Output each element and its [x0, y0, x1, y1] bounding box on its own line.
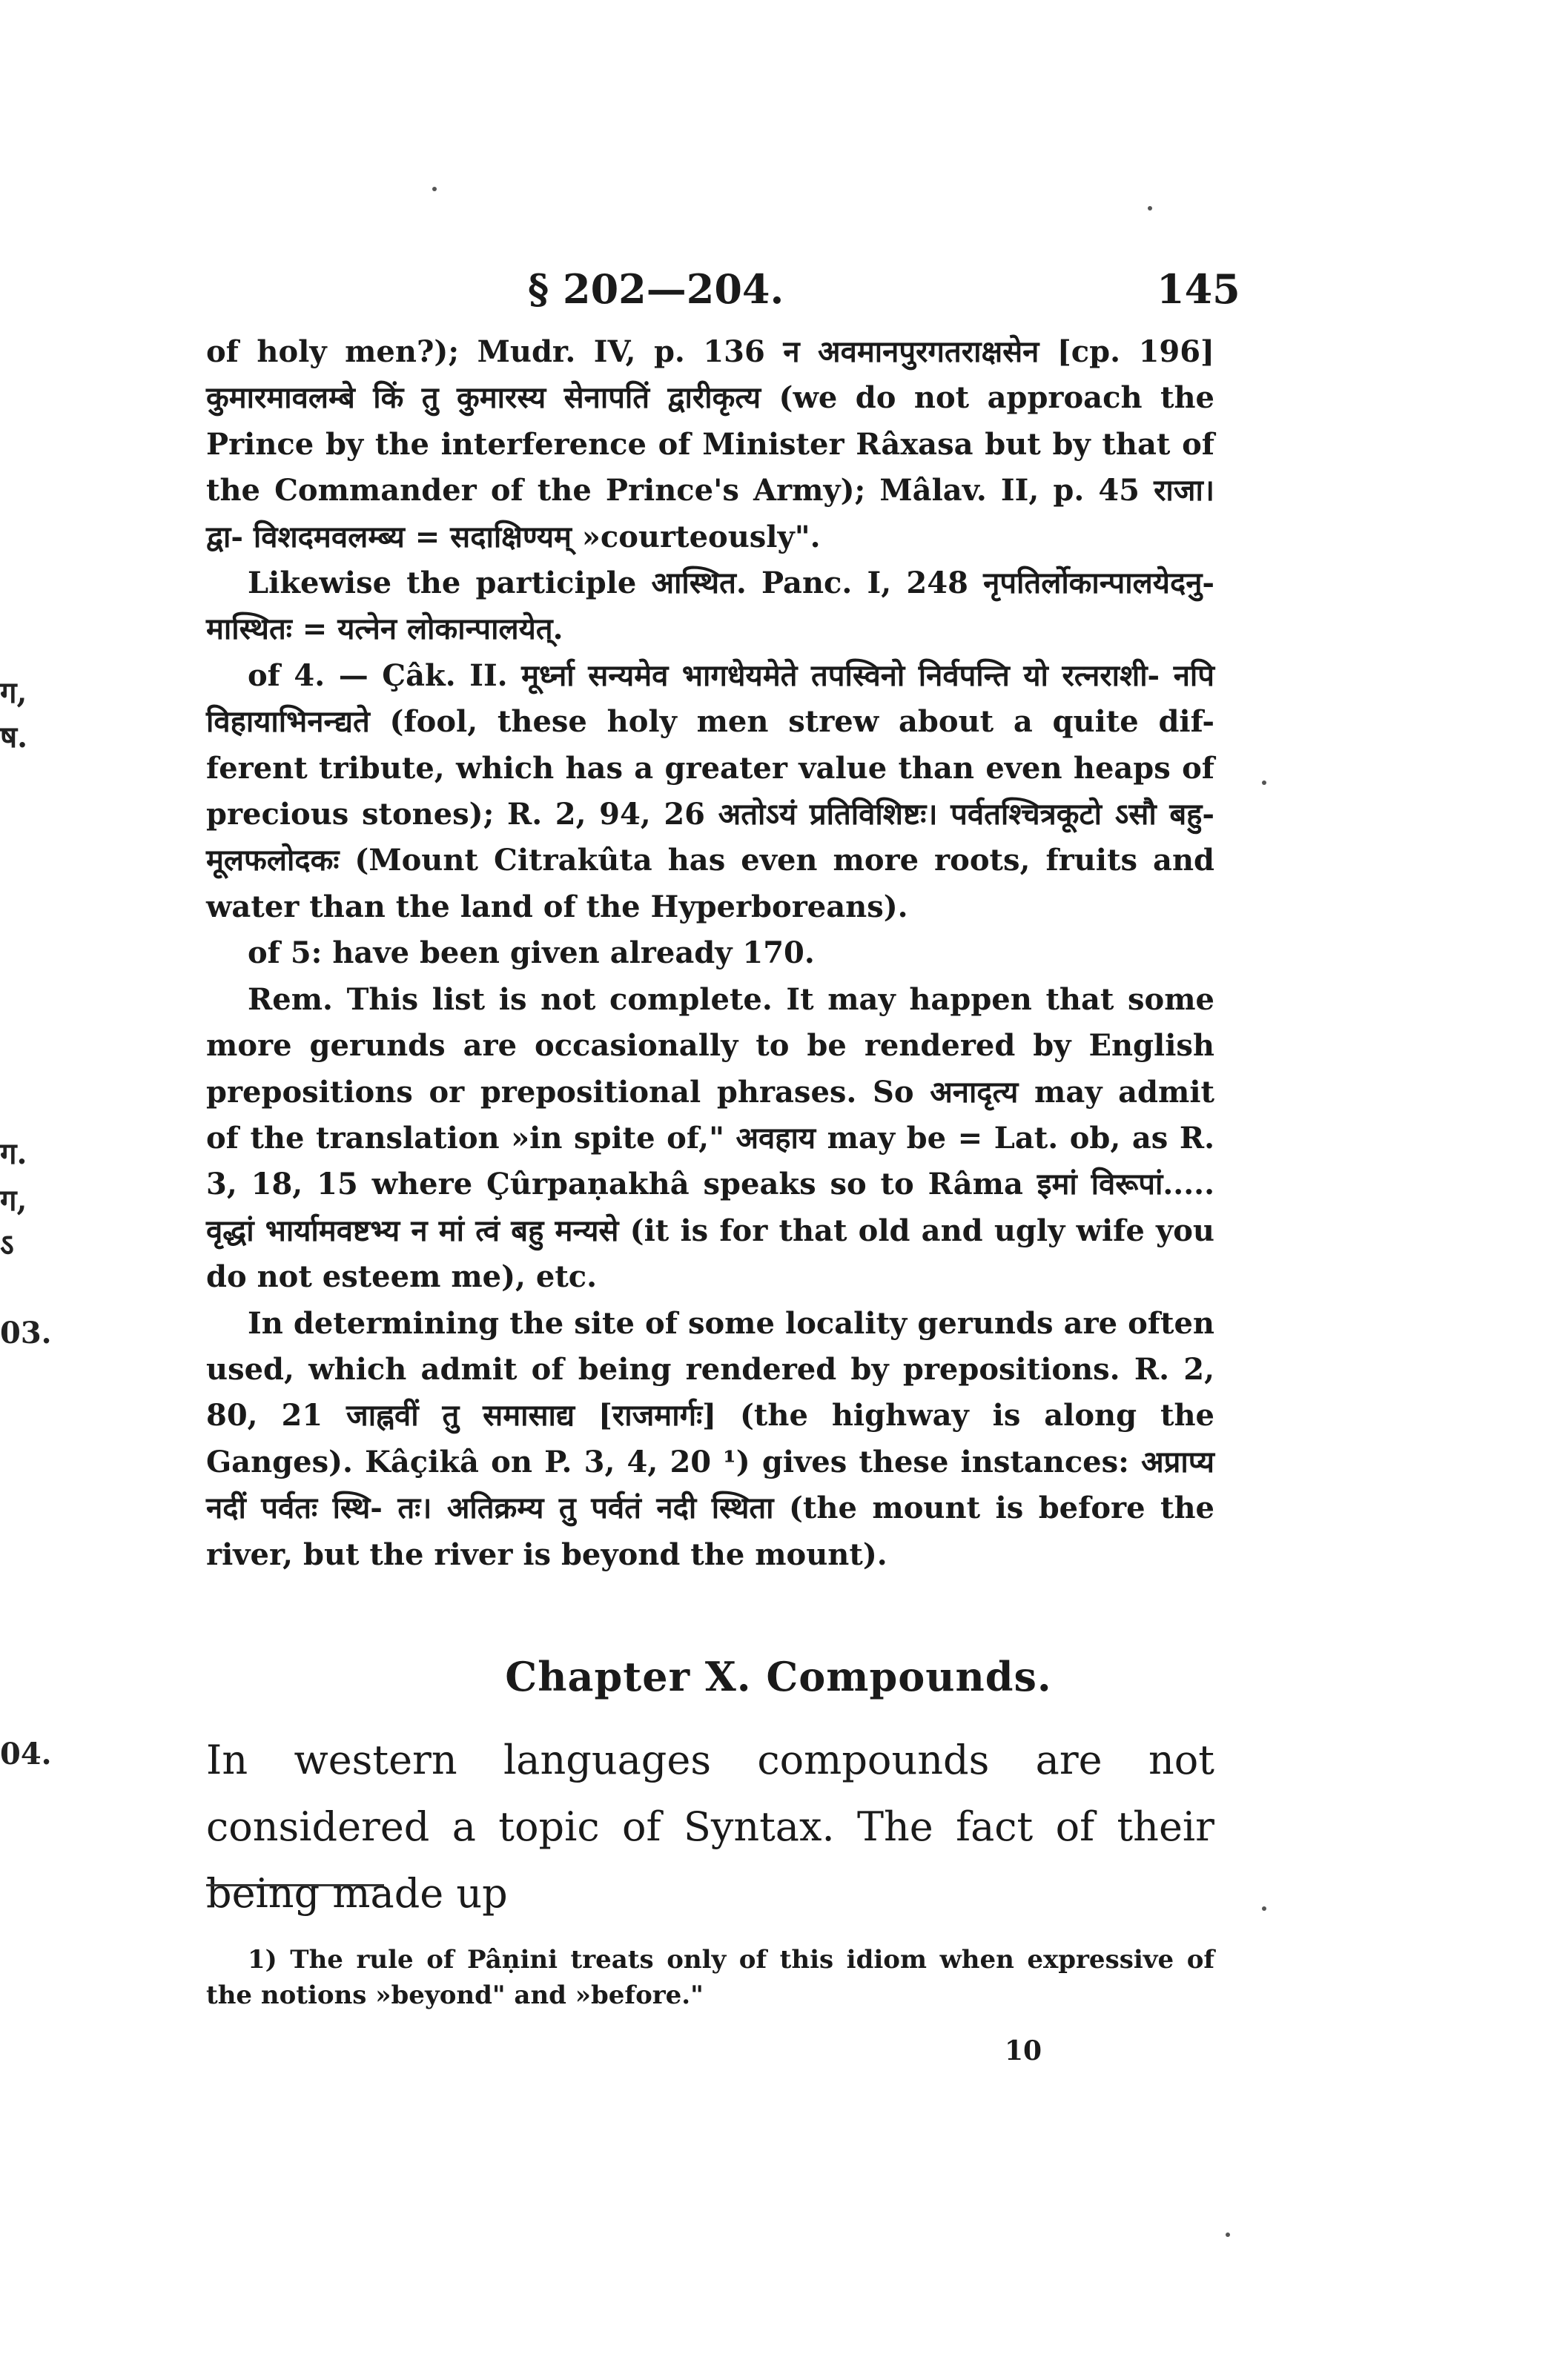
- body-text: [206, 329, 1214, 1578]
- footnote-text: 1) The rule of Pâṇini treats only of this idiom when expressive of the notions »beyond" and »before.": [206, 1945, 1214, 2010]
- paragraph-remark: Rem. This list is not complete. It may happen that some more gerunds are occasionally to be rendered by English prepositions or prepositional phrases. So अनादृत्य may admit of the translation »in spite of," अवहाय may be = Lat. ob, as R. 3, 18, 15 where Çûrpaṇakhâ speaks so to Râma इमां विरूपां..... वृद्धां भार्यामवष्टभ्य न मां त्वं बहु मन्यसे (it is for that old and ugly wife you do not esteem me), etc.: [206, 981, 1214, 1295]
- signature-mark: 10: [1005, 2035, 1042, 2066]
- margin-note: ष.: [0, 720, 28, 755]
- speck: [1148, 206, 1152, 211]
- chapter-heading: Chapter X. Compounds.: [505, 1653, 1052, 1700]
- page-number: 145: [1157, 265, 1240, 313]
- paragraph-of-5: of 5: have been given already 170.: [248, 935, 815, 971]
- margin-note: ग,: [0, 675, 27, 710]
- margin-note: 03.: [0, 1316, 52, 1350]
- speck: [1262, 780, 1266, 785]
- footnote: [206, 1942, 1214, 2013]
- margin-note: ग,: [0, 1183, 27, 1218]
- margin-note: 04.: [0, 1737, 52, 1771]
- speck: [1262, 1906, 1266, 1911]
- paragraph-compounds: In western languages compounds are not considered a topic of Syntax. The fact of their being made up: [206, 1737, 1214, 1917]
- section-number: § 202—204.: [528, 265, 784, 313]
- footnote-rule: [206, 1884, 384, 1886]
- paragraph-section-203: In determining the site of some locality gerunds are often used, which admit of being rendered by prepositions. R. 2, 80, 21 जाह्नवीं तु समासाद्य [राजमार्गः] (the highway is along the Ganges). Kâçikâ on P. 3, 4, 20 ¹) gives these instances: अप्राप्य नदीं पर्वतः स्थि- तः। अतिक्रम्य तु पर्वतं नदी स्थिता (the mount is before the river, but the river is beyond the mount).: [206, 1305, 1214, 1572]
- running-header: [0, 265, 1557, 317]
- paragraph-of-4: of 4. — Çâk. II. मूर्ध्ना सन्यमेव भागधेयमेते तपस्विनो निर्वपन्ति यो रत्नराशी- नपि विहायाभिनन्द्यते (fool, these holy men strew about a quite dif- ferent tribute, which has a greater value than even heaps of precious stones); R. 2, 94, 26 अतोऽयं प्रतिविशिष्टः। पर्वतश्चित्रकूटो ऽसौ बहु- मूलफलोदकः (Mount Citrakûta has even more roots, fruits and water than the land of the Hyperboreans).: [206, 657, 1214, 924]
- paragraph-continuation: of holy men?); Mudr. IV, p. 136 न अवमानपुरगतराक्षसेन [cp. 196] कुमारमावलम्बे किं तु कुमारस्य सेनापतिं द्वारीकृत्य (we do not approach the Prince by the interference of Minister Râxasa but by that of the Commander of the Prince's Army); Mâlav. II, p. 45 राजा। द्वा- विशदमवलम्ब्य = सदाक्षिण्यम् »courteously".: [206, 334, 1214, 554]
- margin-note: ग.: [0, 1136, 27, 1171]
- paragraph-participle: Likewise the participle आस्थित. Panc. I, 248 नृपतिर्लोकान्पालयेदनु- मास्थितः = यत्नेन लोकान्पालयेत्.: [206, 566, 1214, 647]
- margin-note: ऽ: [0, 1227, 14, 1262]
- speck: [432, 187, 437, 191]
- section-204-text: [206, 1727, 1214, 1927]
- speck: [1226, 2233, 1230, 2237]
